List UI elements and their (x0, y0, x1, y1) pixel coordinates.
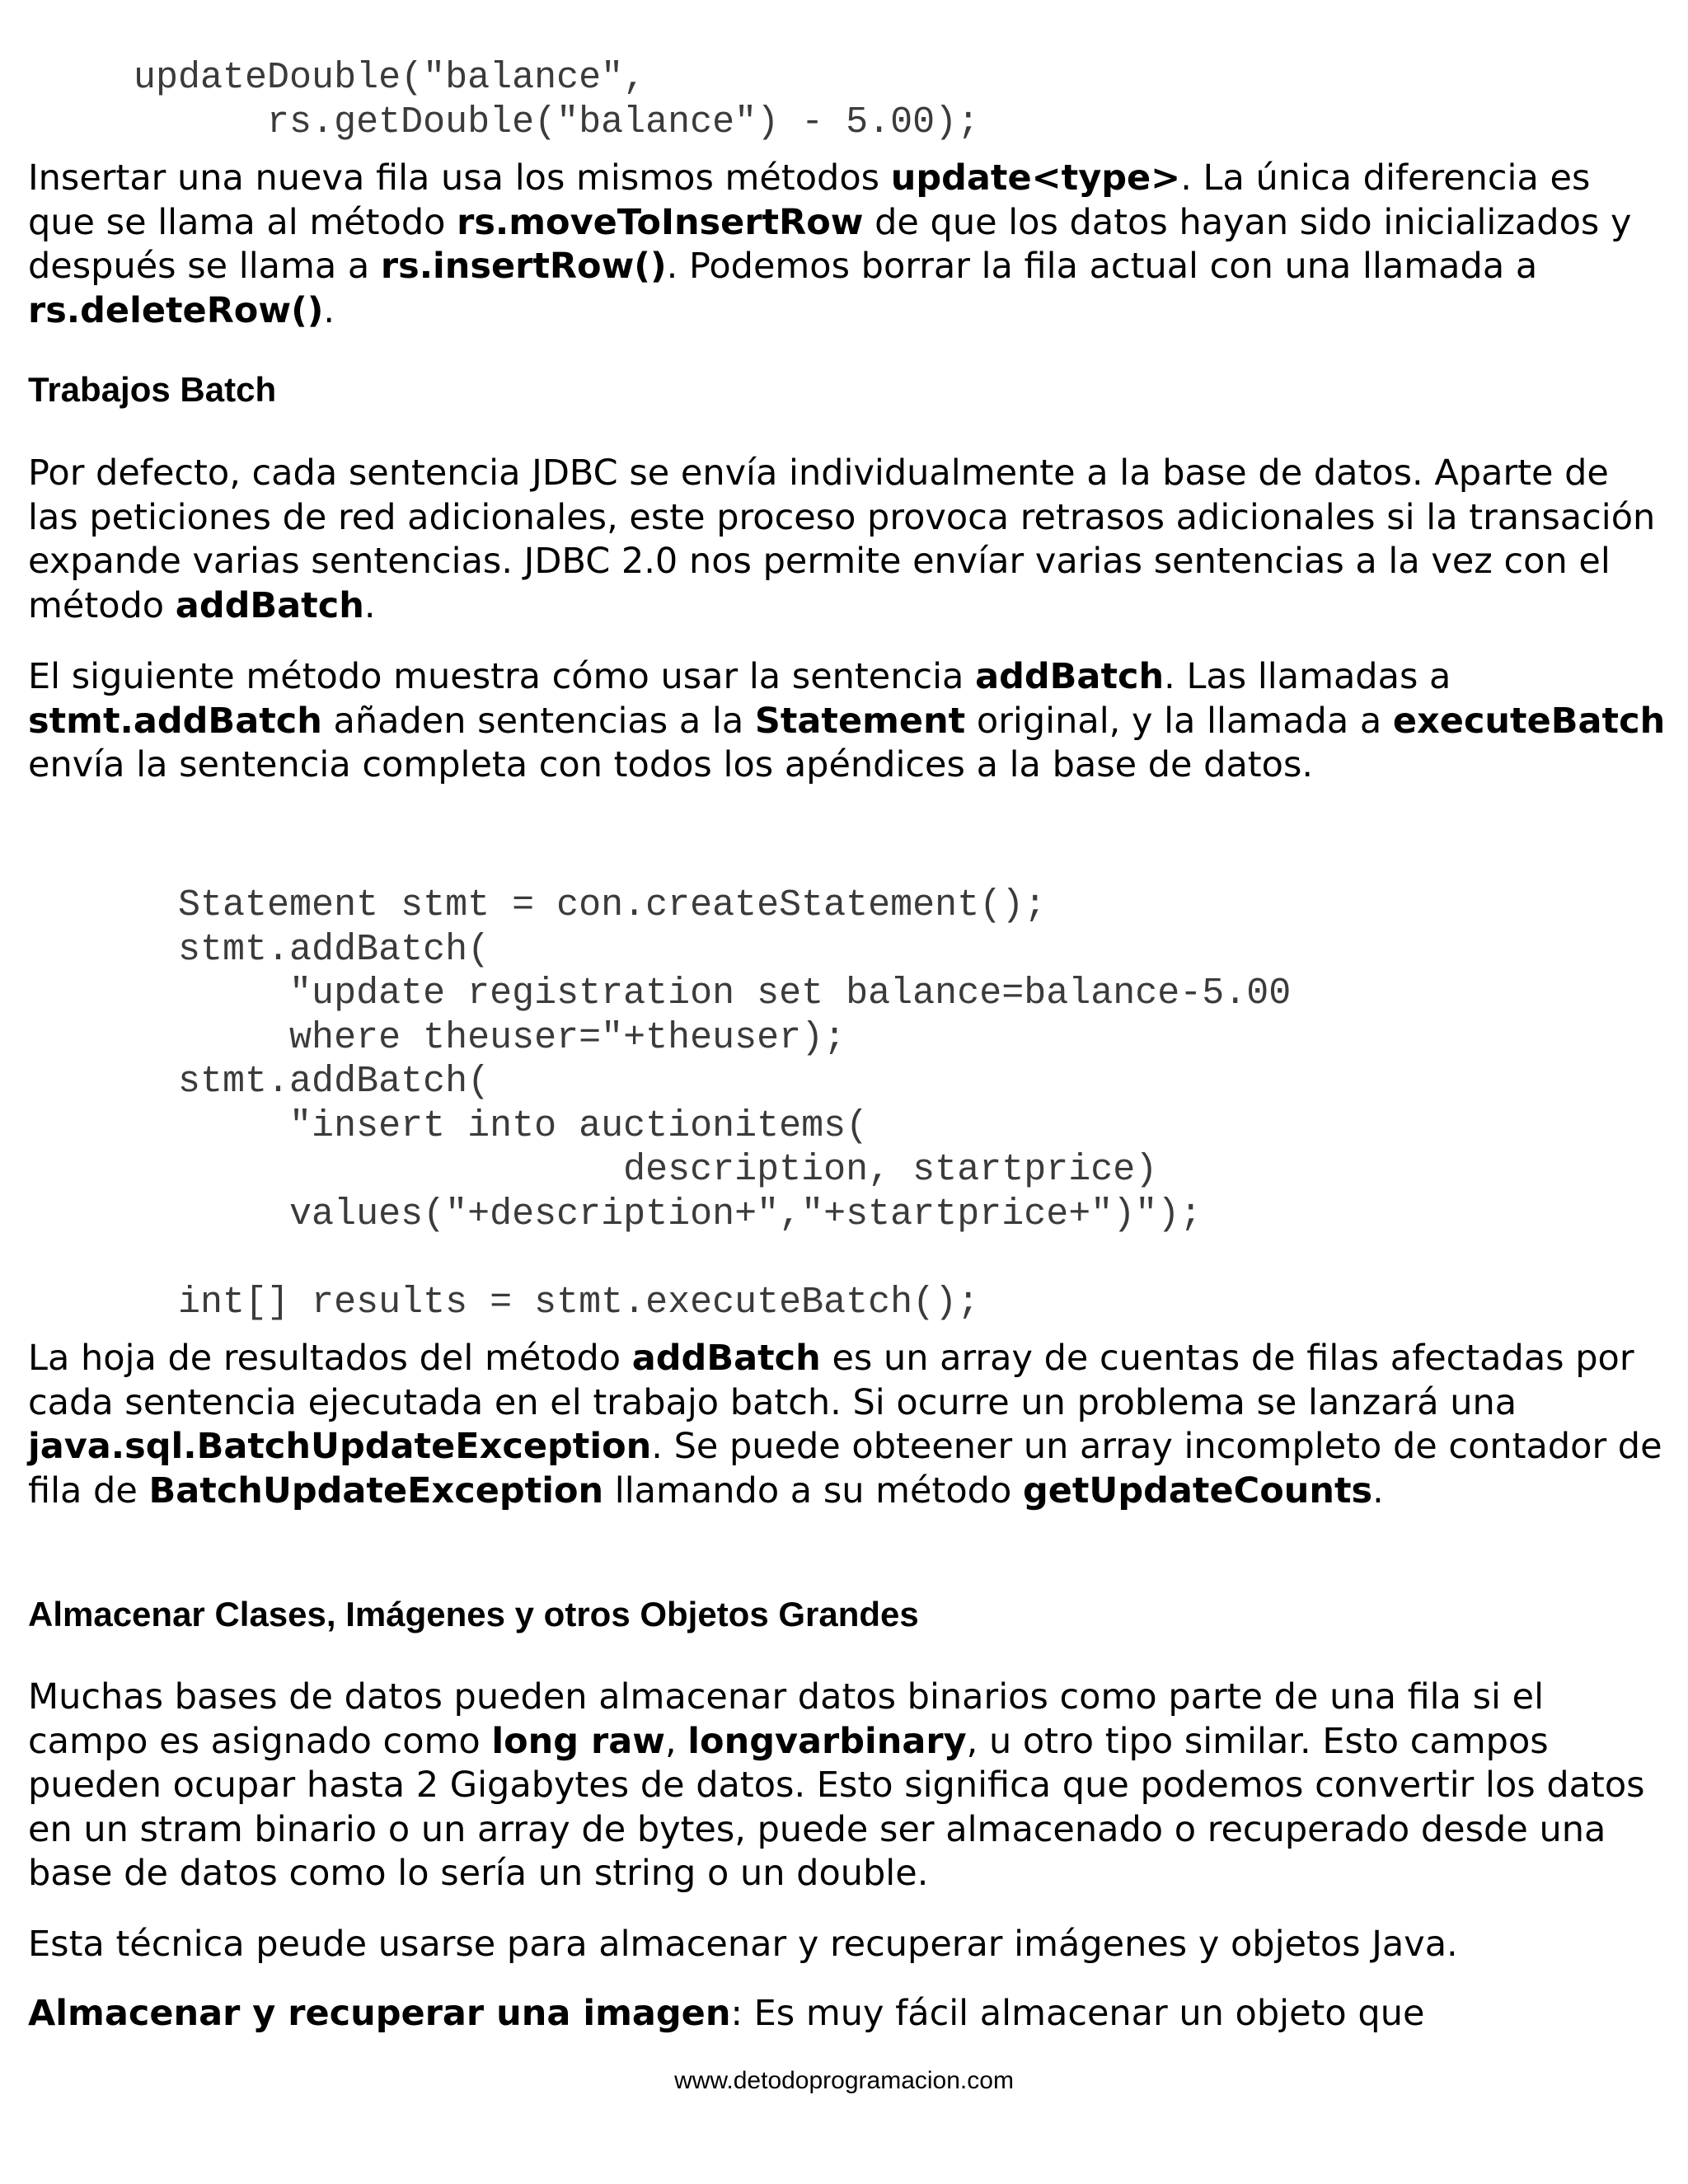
code-block-batch (0, 883, 1291, 1324)
paragraph-insert-row: Insertar una nueva fila usa los mismos métodos update<type>. La única diferencia es que se llama al método rs.moveToInsertRow de que los datos hayan sido inicializados y después se llama a rs.insertRow(). Podemos borrar la fila actual con una llamada a rs.deleteRow(). (28, 157, 1632, 331)
paragraph-batch-intro: Por defecto, cada sentencia JDBC se envía individualmente a la base de datos. Aparte de las peticiones de red adicionales, este proceso provoca retrasos adicionales si la transación expande varias sentencias. JDBC 2.0 nos permite envíar varias sentencias a la vez con el método addBatch. (28, 452, 1656, 626)
code-block-update-double (0, 56, 979, 144)
bold-term: Statement (754, 700, 966, 742)
bold-term: addBatch (975, 656, 1165, 697)
paragraph-batch-results: La hoja de resultados del método addBatch es un array de cuentas de filas afectadas por cada sentencia ejecutada en el trabajo batch. Si ocurre un problema se lanzará una java.sql.BatchUpdateException. Se puede obteener un array incompleto de contador de fila de BatchUpdateException llamando a su método getUpdateCounts. (28, 1338, 1662, 1511)
bold-term: long raw (491, 1720, 665, 1762)
section-heading-batch: Trabajos Batch (28, 370, 277, 409)
footer-url: www.detodoprogramacion.com (674, 2067, 1014, 2094)
bold-term: executeBatch (1392, 700, 1666, 742)
paragraph-addbatch-usage: El siguiente método muestra cómo usar la sentencia addBatch. Las llamadas a stmt.addBatch añaden sentencias a la Statement original, y la llamada a executeBatch envía la sentencia completa con todos los apéndices a la base de datos. (28, 656, 1666, 785)
code-line: stmt.addBatch( (0, 1061, 490, 1103)
bold-term: stmt.addBatch (28, 700, 322, 742)
code-line: stmt.addBatch( (0, 928, 490, 971)
code-line: "update registration set balance=balance-5.00 (0, 972, 1292, 1015)
paragraph-binary-data: Muchas bases de datos pueden almacenar datos binarios como parte de una fila si el campo es asignado como long raw, longvarbinary, u otro tipo similar. Esto campos pueden ocupar hasta 2 Gigabytes de datos. Esto significa que podemos convertir los datos en un stram binario o un array de bytes, puede ser almacenado o recuperado desde una base de datos como lo sería un string o un double. (28, 1676, 1645, 1894)
bold-term: rs.moveToInsertRow (457, 201, 864, 243)
bold-term: update<type> (890, 157, 1181, 199)
section-heading-large-objects: Almacenar Clases, Imágenes y otros Objetos Grandes (28, 1595, 919, 1633)
paragraph-technique: Esta técnica peude usarse para almacenar y recuperar imágenes y objetos Java. (28, 1924, 1458, 1965)
code-line: where theuser="+theuser); (0, 1016, 846, 1059)
code-line: int[] results = stmt.executeBatch(); (0, 1281, 980, 1324)
bold-term: longvarbinary (687, 1720, 967, 1762)
bold-term: addBatch (175, 584, 364, 626)
bold-term: rs.insertRow() (380, 246, 667, 287)
paragraph-store-image: Almacenar y recuperar una imagen: Es muy fácil almacenar un objeto que (28, 1993, 1425, 2034)
code-line: description, startprice) (0, 1149, 1158, 1191)
code-line: "insert into auctionitems( (0, 1104, 869, 1147)
bold-term: Almacenar y recuperar una imagen (28, 1993, 731, 2034)
code-line: rs.getDouble("balance") - 5.00); (0, 101, 980, 143)
bold-term: java.sql.BatchUpdateException (28, 1426, 652, 1467)
code-line: updateDouble("balance", (0, 57, 646, 99)
bold-term: BatchUpdateException (148, 1469, 604, 1511)
code-line: Statement stmt = con.createStatement(); (0, 884, 1047, 926)
bold-term: getUpdateCounts (1022, 1469, 1373, 1511)
bold-term: rs.deleteRow() (28, 289, 324, 331)
bold-term: addBatch (631, 1338, 821, 1379)
code-line: values("+description+","+startprice+")"); (0, 1193, 1203, 1235)
